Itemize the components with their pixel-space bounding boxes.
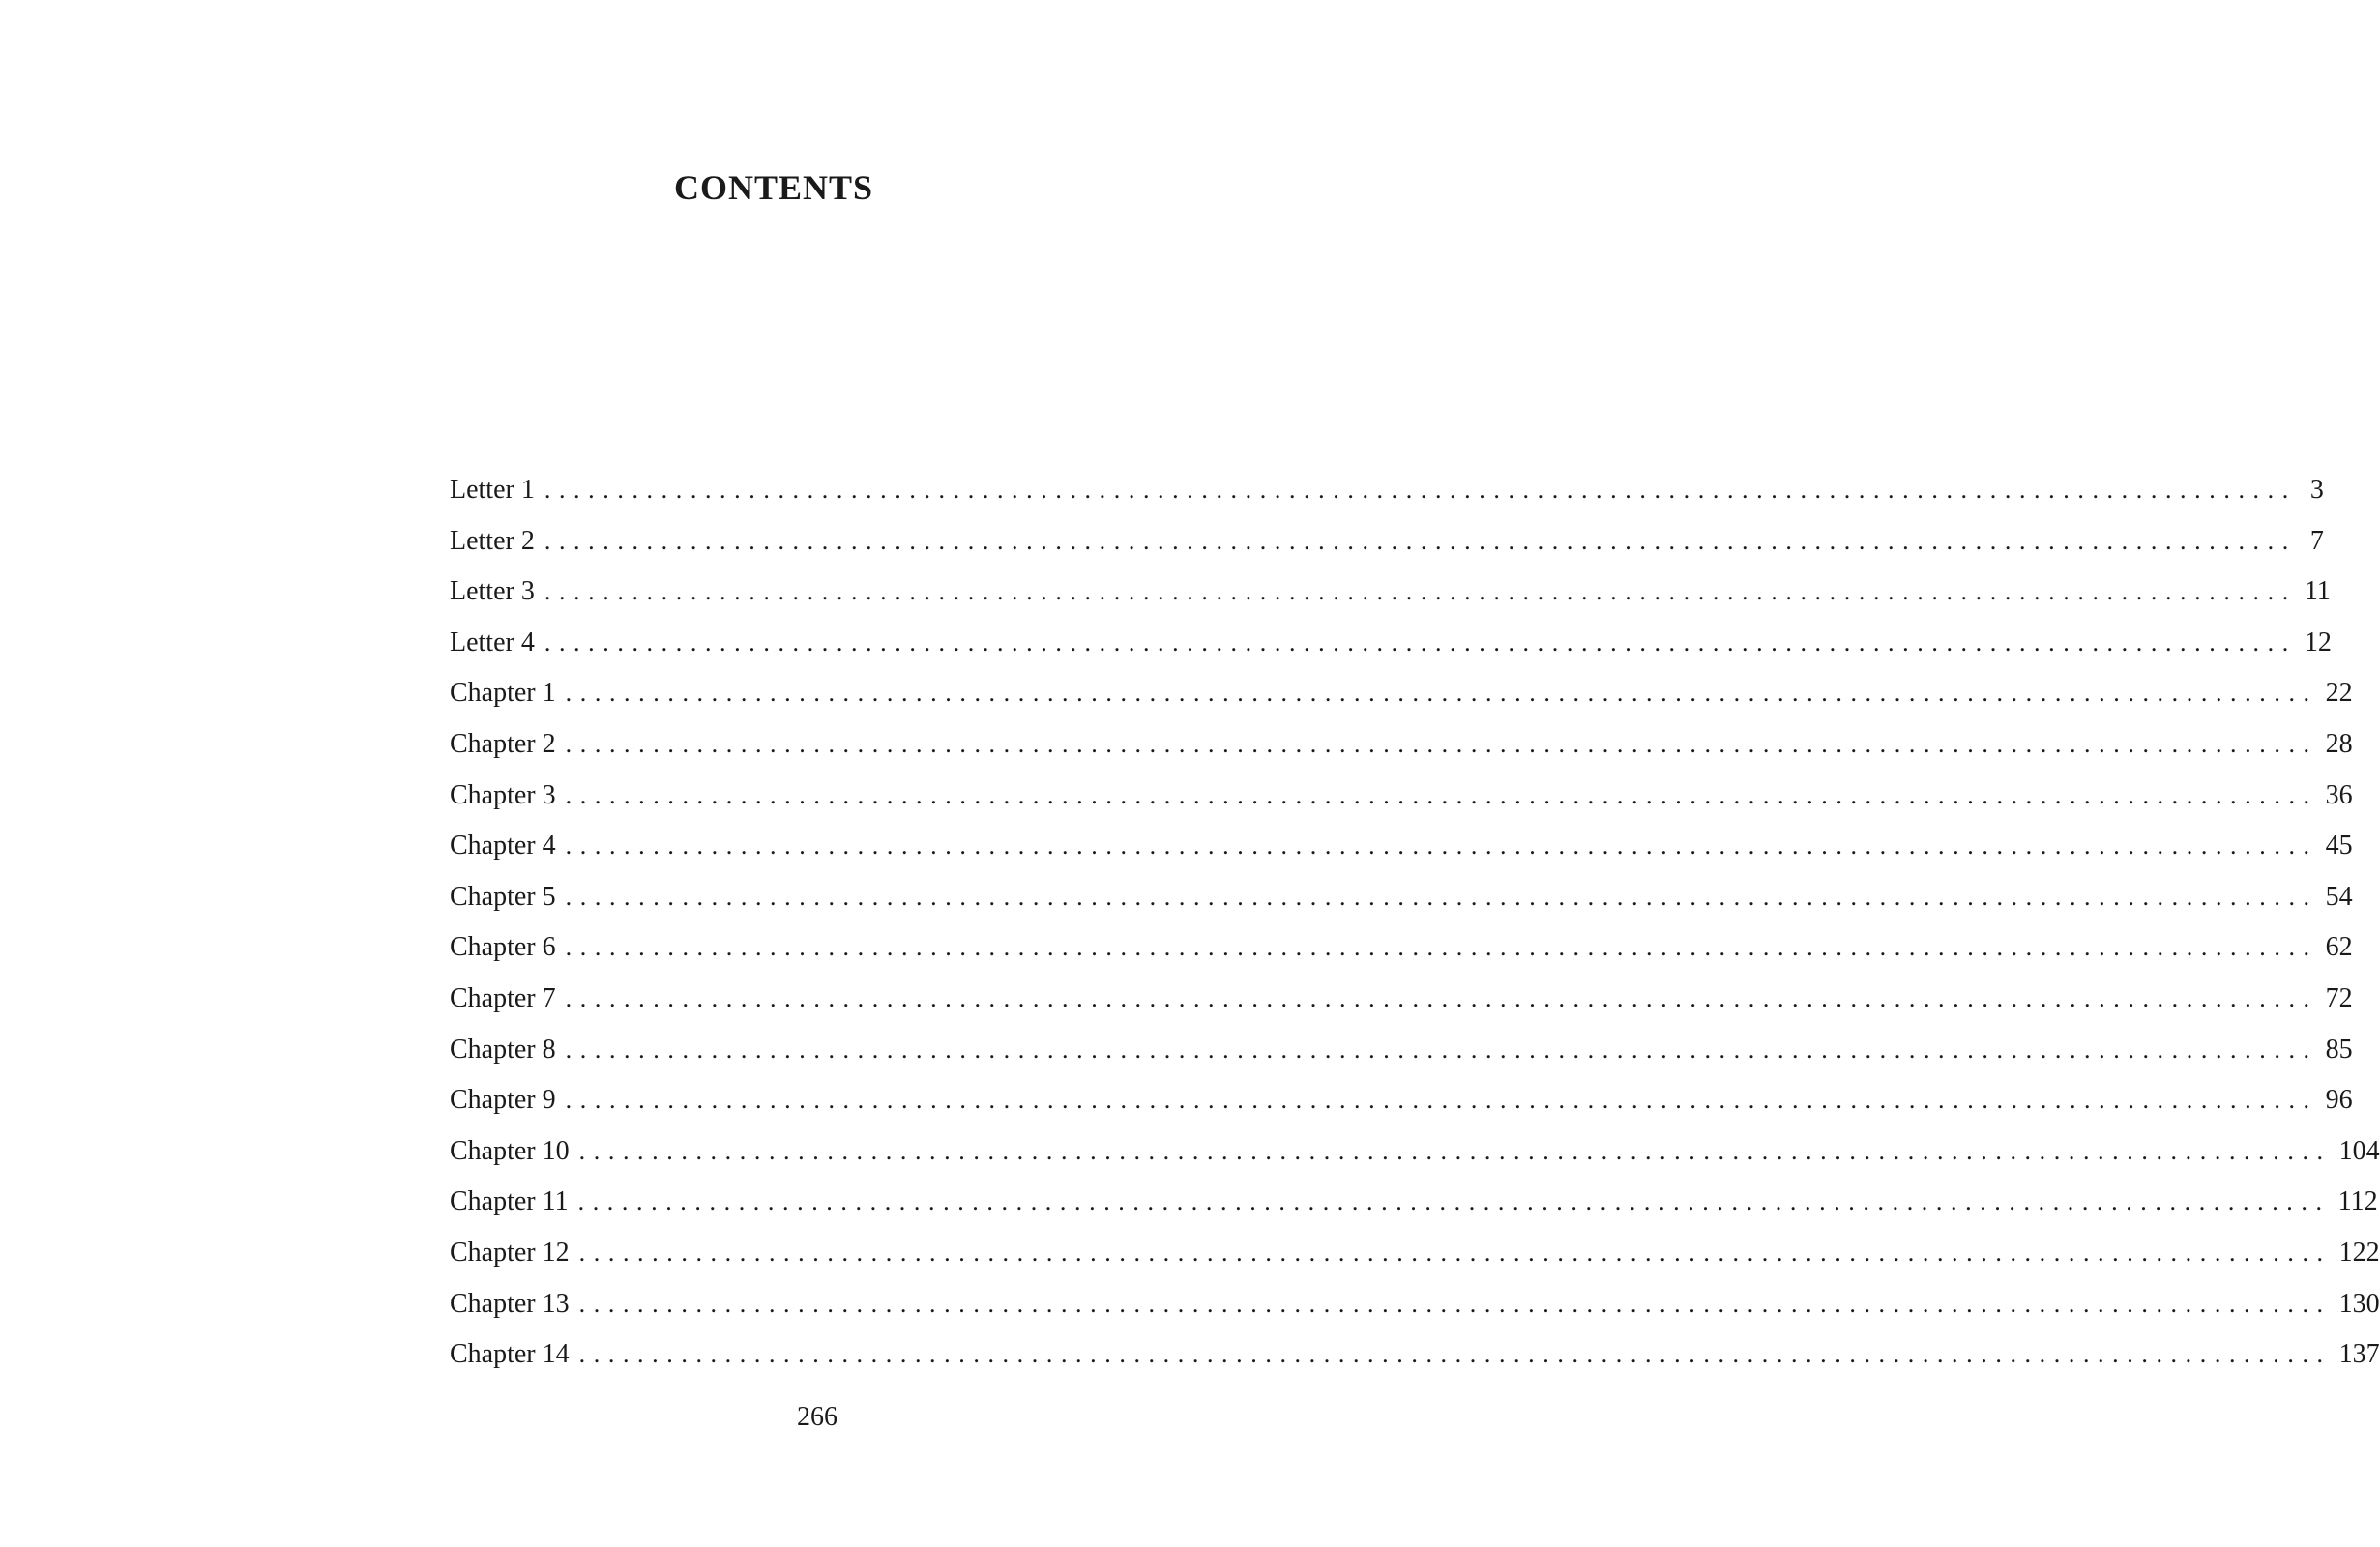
toc-entry-letter-2[interactable] bbox=[450, 525, 2324, 576]
toc-entry-label: Chapter 3 bbox=[450, 779, 556, 810]
dot-leader: ........................................................................................................................ bbox=[565, 780, 2318, 809]
toc-entry-label: Chapter 12 bbox=[450, 1237, 570, 1268]
dot-leader: ........................................................................................................................ bbox=[544, 476, 2297, 504]
table-of-contents bbox=[450, 474, 2380, 1389]
toc-entry-page-number: 11 bbox=[2304, 576, 2331, 607]
toc-entry-page-number: 7 bbox=[2309, 525, 2324, 556]
toc-entry-chapter-12[interactable] bbox=[450, 1237, 2380, 1288]
toc-entry-label: Letter 1 bbox=[450, 475, 535, 505]
toc-entry-label: Chapter 10 bbox=[450, 1135, 570, 1166]
toc-entry-chapter-2[interactable] bbox=[450, 728, 2353, 779]
toc-entry-letter-4[interactable] bbox=[450, 627, 2332, 678]
toc-entry-chapter-6[interactable] bbox=[450, 931, 2353, 982]
toc-entry-page-number: 112 bbox=[2337, 1186, 2378, 1217]
toc-entry-label: Chapter 4 bbox=[450, 831, 556, 861]
dot-leader: ........................................................................................................................ bbox=[565, 1086, 2318, 1115]
toc-entry-chapter-7[interactable] bbox=[450, 982, 2353, 1034]
toc-entry-page-number: 54 bbox=[2325, 881, 2353, 912]
toc-entry-page-number: 62 bbox=[2325, 932, 2353, 963]
toc-entry-label: Chapter 11 bbox=[450, 1186, 569, 1217]
toc-entry-label: Chapter 5 bbox=[450, 881, 556, 912]
toc-entry-page-number: 137 bbox=[2338, 1339, 2380, 1370]
dot-leader: ........................................................................................................................ bbox=[544, 577, 2297, 606]
toc-entry-chapter-14[interactable] bbox=[450, 1338, 2380, 1389]
toc-entry-label: Chapter 2 bbox=[450, 728, 556, 759]
dot-leader: ........................................................................................................................ bbox=[565, 832, 2318, 861]
dot-leader: ........................................................................................................................ bbox=[577, 1187, 2331, 1216]
toc-entry-label: Letter 2 bbox=[450, 525, 535, 556]
dot-leader: ........................................................................................................................ bbox=[565, 882, 2318, 911]
dot-leader: ........................................................................................................................ bbox=[565, 679, 2318, 708]
toc-entry-letter-3[interactable] bbox=[450, 575, 2331, 627]
toc-entry-chapter-3[interactable] bbox=[450, 779, 2353, 831]
toc-entry-page-number: 45 bbox=[2325, 831, 2353, 861]
toc-entry-page-number: 3 bbox=[2309, 475, 2324, 505]
dot-leader: ........................................................................................................................ bbox=[544, 628, 2297, 657]
toc-entry-chapter-4[interactable] bbox=[450, 830, 2353, 881]
toc-entry-chapter-1[interactable] bbox=[450, 677, 2353, 728]
toc-entry-chapter-5[interactable] bbox=[450, 881, 2353, 932]
toc-entry-page-number: 22 bbox=[2325, 678, 2353, 709]
toc-entry-page-number: 72 bbox=[2325, 982, 2353, 1013]
toc-entry-page-number: 28 bbox=[2325, 728, 2353, 759]
toc-entry-page-number: 85 bbox=[2325, 1034, 2353, 1065]
toc-entry-chapter-10[interactable] bbox=[450, 1135, 2380, 1186]
toc-entry-page-number: 122 bbox=[2338, 1237, 2380, 1268]
dot-leader: ........................................................................................................................ bbox=[578, 1340, 2332, 1369]
toc-entry-chapter-11[interactable] bbox=[450, 1185, 2378, 1237]
toc-entry-page-number: 12 bbox=[2304, 627, 2332, 657]
toc-entry-page-number: 104 bbox=[2338, 1135, 2380, 1166]
toc-entry-chapter-13[interactable] bbox=[450, 1288, 2380, 1339]
toc-entry-label: Letter 3 bbox=[450, 576, 535, 607]
toc-entry-label: Chapter 7 bbox=[450, 982, 556, 1013]
toc-entry-label: Chapter 8 bbox=[450, 1034, 556, 1065]
toc-entry-label: Letter 4 bbox=[450, 627, 535, 657]
toc-entry-letter-1[interactable] bbox=[450, 474, 2324, 525]
dot-leader: ........................................................................................................................ bbox=[578, 1136, 2332, 1165]
toc-entry-page-number: 96 bbox=[2325, 1085, 2353, 1116]
toc-entry-label: Chapter 1 bbox=[450, 678, 556, 709]
toc-entry-label: Chapter 14 bbox=[450, 1339, 570, 1370]
dot-leader: ........................................................................................................................ bbox=[578, 1289, 2332, 1318]
dot-leader: ........................................................................................................................ bbox=[565, 729, 2318, 758]
toc-entry-page-number: 130 bbox=[2338, 1288, 2380, 1319]
page-title: CONTENTS bbox=[673, 168, 874, 207]
toc-entry-chapter-8[interactable] bbox=[450, 1034, 2353, 1085]
toc-entry-chapter-9[interactable] bbox=[450, 1084, 2353, 1135]
toc-entry-label: Chapter 9 bbox=[450, 1085, 556, 1116]
dot-leader: ........................................................................................................................ bbox=[565, 1035, 2318, 1064]
toc-entry-label: Chapter 6 bbox=[450, 932, 556, 963]
dot-leader: ........................................................................................................................ bbox=[578, 1238, 2332, 1267]
toc-entry-page-number: 36 bbox=[2325, 779, 2353, 810]
dot-leader: ........................................................................................................................ bbox=[544, 526, 2297, 555]
dot-leader: ........................................................................................................................ bbox=[565, 933, 2318, 962]
toc-entry-label: Chapter 13 bbox=[450, 1288, 570, 1319]
dot-leader: ........................................................................................................................ bbox=[565, 983, 2318, 1012]
page-number: 266 bbox=[797, 1402, 837, 1432]
